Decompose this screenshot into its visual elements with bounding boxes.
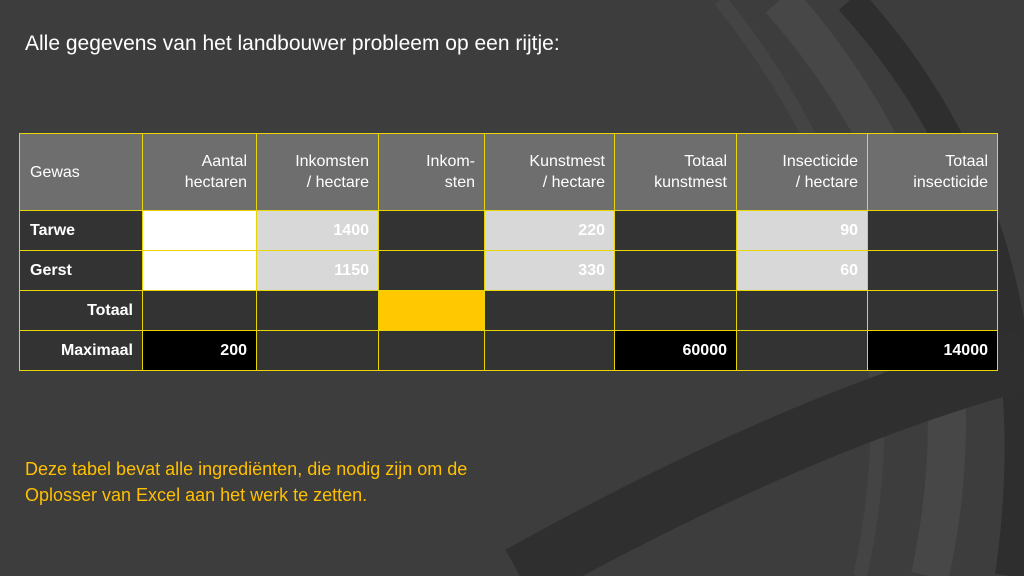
cell-kunstmest-per-hectare: 330 (485, 251, 615, 291)
cell-totaal-insecticide (868, 211, 998, 251)
row-label: Tarwe (20, 211, 143, 251)
cell-totaal-insecticide (868, 291, 998, 331)
cell-totaal-kunstmest (615, 251, 737, 291)
header-totaal-insecticide: Totaal insecticide (868, 134, 998, 211)
cell-kunstmest-per-hectare (485, 291, 615, 331)
header-kunstmest-per-hectare: Kunstmest / hectare (485, 134, 615, 211)
cell-max-kunstmest: 60000 (615, 331, 737, 371)
header-aantal-hectaren: Aantal hectaren (143, 134, 257, 211)
farmer-problem-table (19, 133, 998, 371)
cell-empty (737, 331, 868, 371)
header-inkomsten-per-hectare: Inkomsten / hectare (257, 134, 379, 211)
cell-insecticide-per-hectare (737, 291, 868, 331)
cell-insecticide-per-hectare: 60 (737, 251, 868, 291)
table-row-gerst (20, 251, 998, 291)
header-insecticide-per-hectare: Insecticide / hectare (737, 134, 868, 211)
cell-insecticide-per-hectare: 90 (737, 211, 868, 251)
cell-inkomsten-per-hectare (257, 291, 379, 331)
table-row-tarwe (20, 211, 998, 251)
cell-aantal-hectaren-input[interactable] (143, 211, 257, 251)
row-label: Maximaal (20, 331, 143, 371)
header-totaal-kunstmest: Totaal kunstmest (615, 134, 737, 211)
slide-title: Alle gegevens van het landbouwer probleem op een rijtje: (25, 32, 560, 55)
cell-max-hectaren: 200 (143, 331, 257, 371)
row-label: Gerst (20, 251, 143, 291)
cell-empty (257, 331, 379, 371)
table-row-totaal (20, 291, 998, 331)
footnote-line-1: Deze tabel bevat alle ingrediënten, die nodig zijn om de (25, 459, 468, 479)
cell-totaal-kunstmest (615, 211, 737, 251)
cell-kunstmest-per-hectare: 220 (485, 211, 615, 251)
footnote (25, 456, 467, 508)
cell-totaal-kunstmest (615, 291, 737, 331)
cell-aantal-hectaren (143, 291, 257, 331)
footnote-line-2: Oplosser van Excel aan het werk te zetten. (25, 485, 368, 505)
cell-aantal-hectaren-input[interactable] (143, 251, 257, 291)
cell-inkomsten-per-hectare: 1150 (257, 251, 379, 291)
cell-empty (485, 331, 615, 371)
cell-totaal-inkomsten-target[interactable] (379, 291, 485, 331)
cell-totaal-insecticide (868, 251, 998, 291)
header-inkomsten: Inkom- sten (379, 134, 485, 211)
row-label: Totaal (20, 291, 143, 331)
header-gewas: Gewas (20, 134, 143, 211)
cell-inkomsten-per-hectare: 1400 (257, 211, 379, 251)
header-row (20, 134, 998, 211)
cell-empty (379, 331, 485, 371)
table-row-maximaal (20, 331, 998, 371)
cell-inkomsten (379, 211, 485, 251)
cell-max-insecticide: 14000 (868, 331, 998, 371)
cell-inkomsten (379, 251, 485, 291)
